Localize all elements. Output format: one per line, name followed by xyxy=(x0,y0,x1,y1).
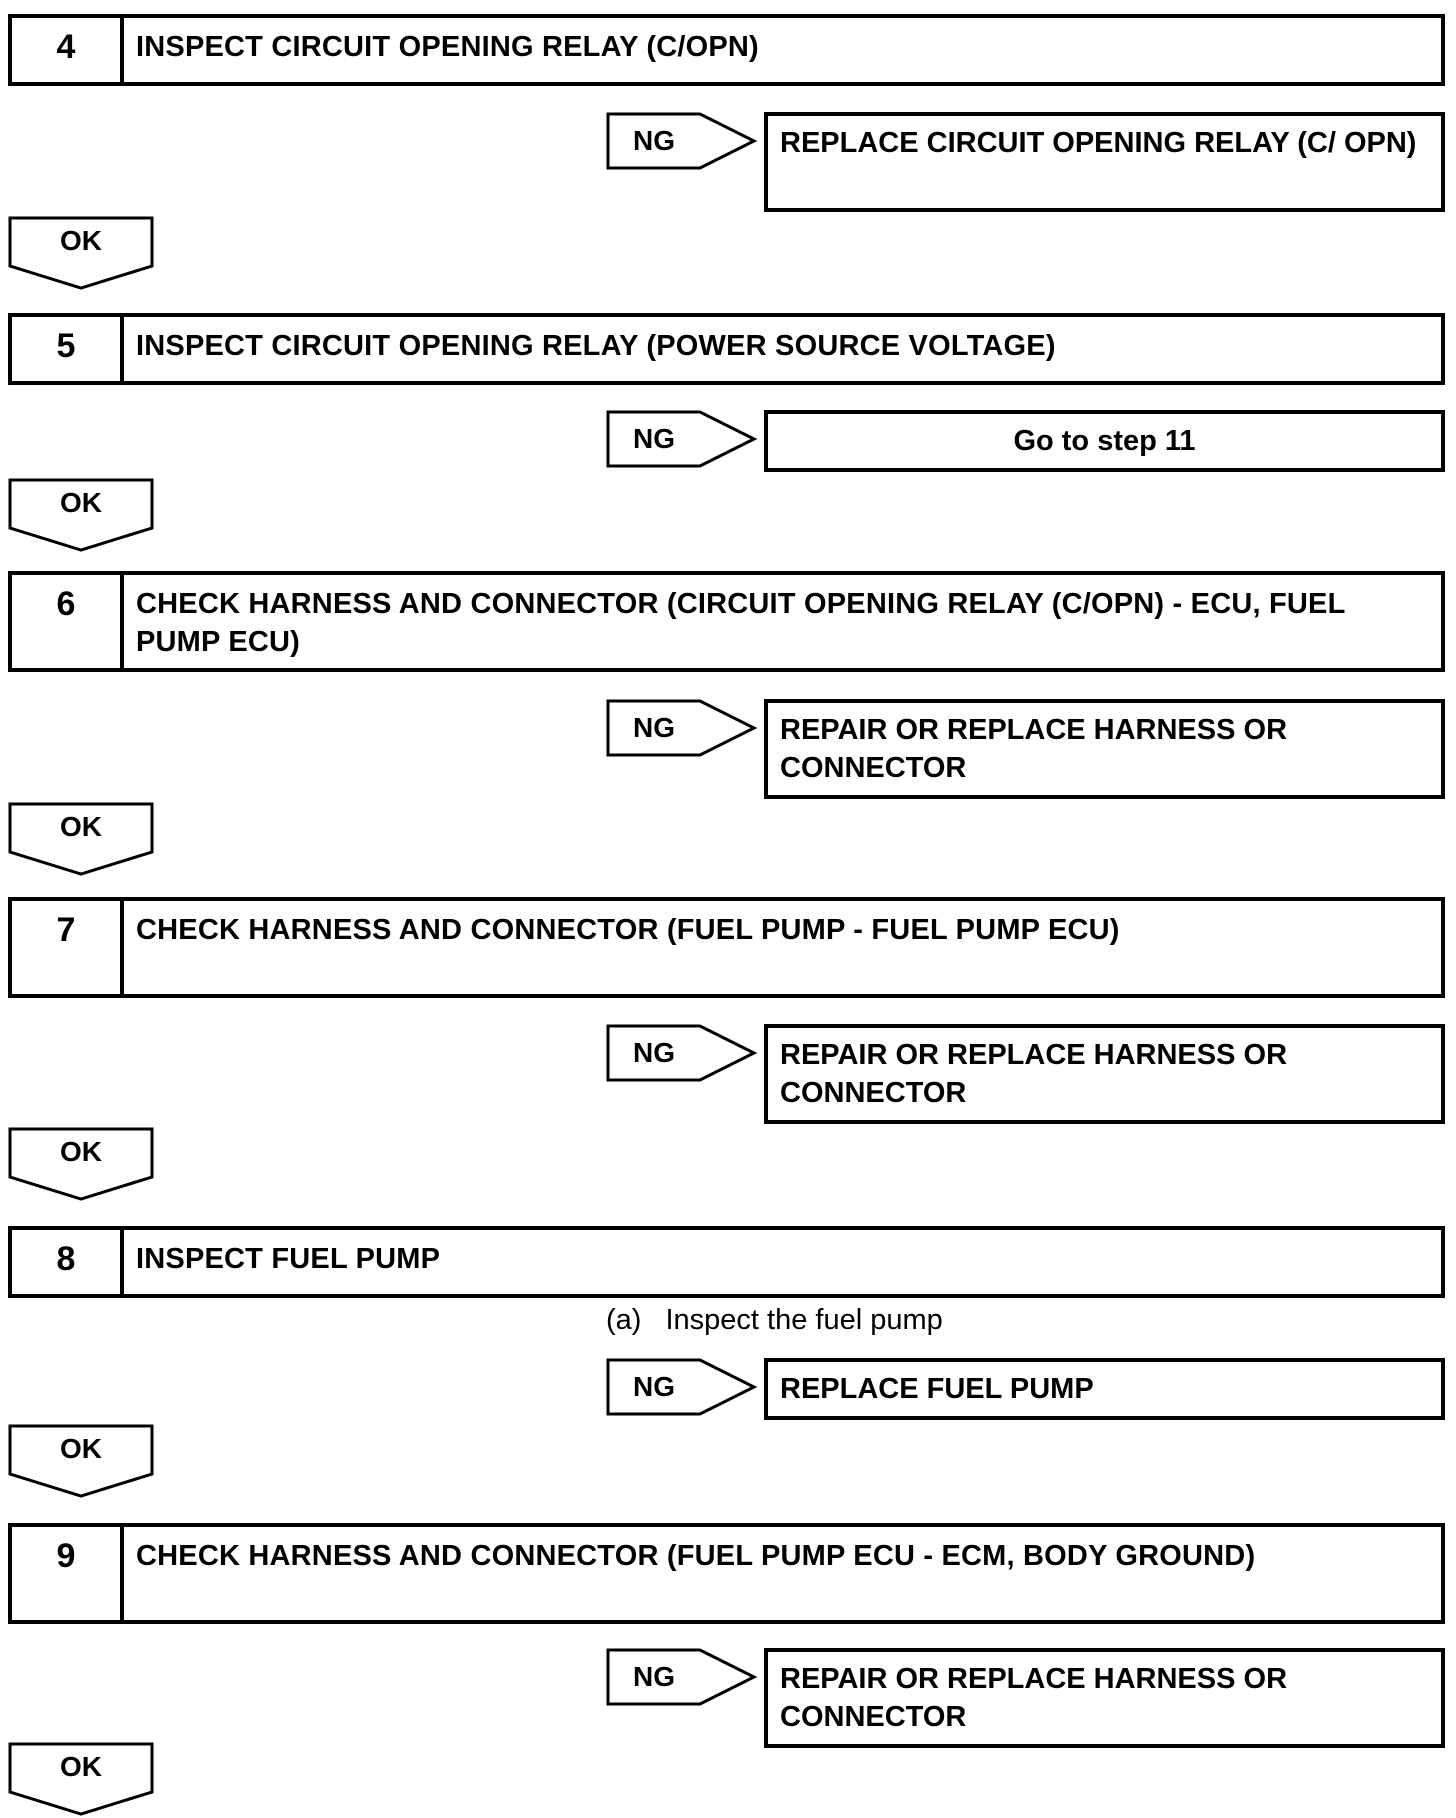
ng-result-text: REPAIR OR REPLACE HARNESS OR CONNECTOR xyxy=(780,714,1288,784)
step-number: 9 xyxy=(12,1527,124,1620)
ng-result-box-7 xyxy=(764,1024,1445,1124)
ng-result-text: REPAIR OR REPLACE HARNESS OR CONNECTOR xyxy=(780,1663,1288,1733)
ng-arrow-6 xyxy=(606,699,758,757)
step-8-note xyxy=(606,1302,943,1338)
ng-arrow-8 xyxy=(606,1358,758,1416)
step-box-8 xyxy=(8,1226,1445,1298)
step-title: CHECK HARNESS AND CONNECTOR (FUEL PUMP - FUEL PUMP ECU) xyxy=(136,914,1120,946)
ng-arrow-4 xyxy=(606,112,758,170)
step-title: INSPECT CIRCUIT OPENING RELAY (C/OPN) xyxy=(136,31,759,63)
ng-label: NG xyxy=(633,423,675,454)
step-number: 7 xyxy=(12,901,124,994)
ng-label: NG xyxy=(633,1661,675,1692)
step-box-4 xyxy=(8,14,1445,86)
step-number: 6 xyxy=(12,575,124,668)
ok-arrow-7 xyxy=(8,1127,156,1201)
ng-arrow-7 xyxy=(606,1024,758,1082)
ng-result-text: REPLACE FUEL PUMP xyxy=(780,1373,1094,1405)
ok-arrow-6 xyxy=(8,802,156,876)
step-title: INSPECT CIRCUIT OPENING RELAY (POWER SOURCE VOLTAGE) xyxy=(136,330,1056,362)
ok-label: OK xyxy=(60,225,102,256)
note-text: Inspect the fuel pump xyxy=(665,1304,943,1336)
step-box-9 xyxy=(8,1523,1445,1624)
ok-label: OK xyxy=(60,1136,102,1167)
step-number: 4 xyxy=(12,18,124,82)
ok-arrow-8 xyxy=(8,1424,156,1498)
ng-label: NG xyxy=(633,1037,675,1068)
ng-result-box-5 xyxy=(764,410,1445,472)
ok-label: OK xyxy=(60,811,102,842)
ok-arrow-4 xyxy=(8,216,156,290)
step-title: CHECK HARNESS AND CONNECTOR (CIRCUIT OPENING RELAY (C/OPN) - ECU, FUEL PUMP ECU) xyxy=(136,588,1345,658)
step-title: CHECK HARNESS AND CONNECTOR (FUEL PUMP ECU - ECM, BODY GROUND) xyxy=(136,1540,1256,1572)
ng-label: NG xyxy=(633,712,675,743)
ng-result-text: REPLACE CIRCUIT OPENING RELAY (C/ OPN) xyxy=(780,127,1417,159)
step-title: INSPECT FUEL PUMP xyxy=(136,1243,441,1275)
ok-label: OK xyxy=(60,1751,102,1782)
ng-result-box-9 xyxy=(764,1648,1445,1748)
step-box-6 xyxy=(8,571,1445,672)
ok-arrow-9 xyxy=(8,1742,156,1816)
ng-result-box-4 xyxy=(764,112,1445,212)
ng-result-text: REPAIR OR REPLACE HARNESS OR CONNECTOR xyxy=(780,1039,1288,1109)
step-box-7 xyxy=(8,897,1445,998)
ng-label: NG xyxy=(633,1371,675,1402)
note-label: (a) xyxy=(606,1304,642,1336)
ng-result-box-6 xyxy=(764,699,1445,799)
ng-arrow-9 xyxy=(606,1648,758,1706)
ok-arrow-5 xyxy=(8,478,156,552)
step-number: 5 xyxy=(12,317,124,381)
step-number: 8 xyxy=(12,1230,124,1294)
ng-result-box-8 xyxy=(764,1358,1445,1420)
ng-arrow-5 xyxy=(606,410,758,468)
step-box-5 xyxy=(8,313,1445,385)
ng-label: NG xyxy=(633,125,675,156)
ng-result-text: Go to step 11 xyxy=(1013,425,1196,457)
ok-label: OK xyxy=(60,1433,102,1464)
ok-label: OK xyxy=(60,487,102,518)
